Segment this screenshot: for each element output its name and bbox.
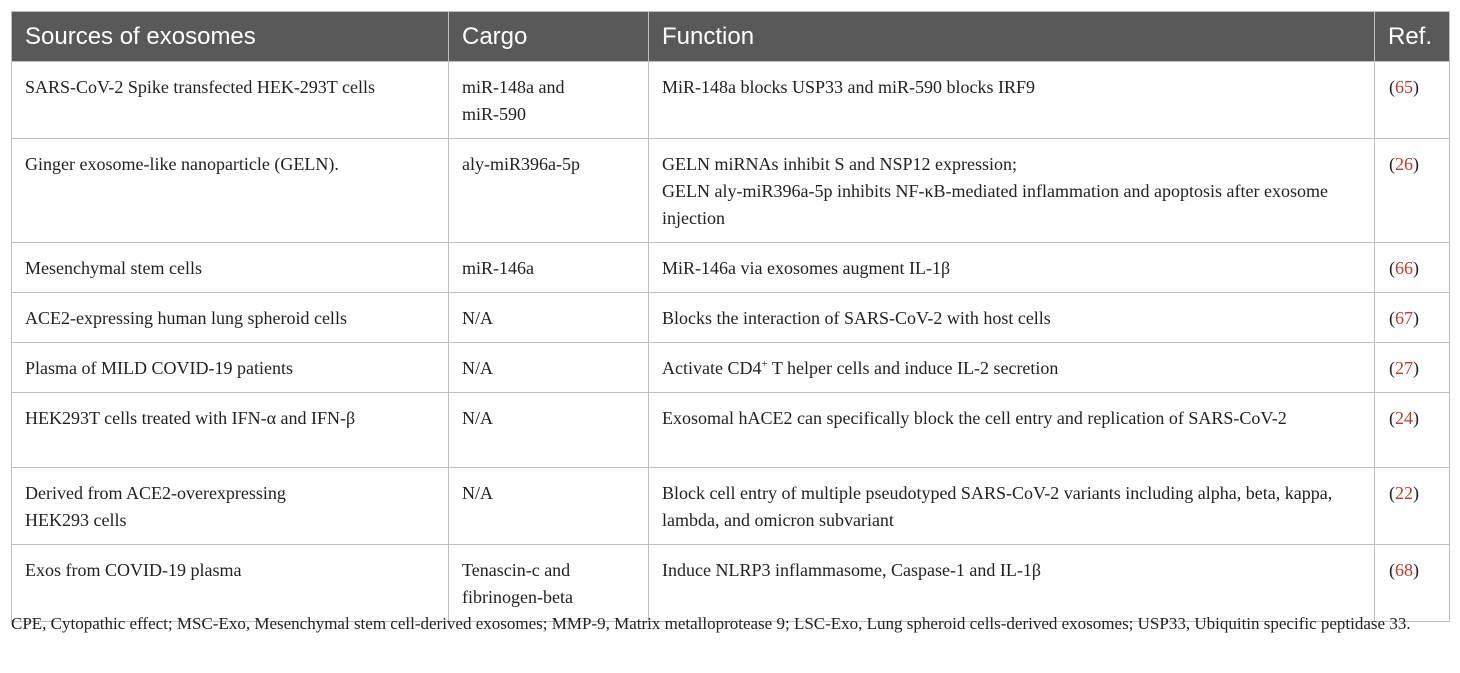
cell-ref: (65) [1375, 62, 1450, 139]
cell-cargo: miR-146a [449, 243, 649, 293]
table-header [12, 12, 1450, 62]
cell-cargo [449, 545, 649, 622]
cell-ref: (66) [1375, 243, 1450, 293]
cell-cargo: N/A [449, 293, 649, 343]
cell-ref: (22) [1375, 468, 1450, 545]
cargo-line: fibrinogen-beta [462, 587, 573, 607]
ref-link[interactable]: 24 [1395, 408, 1413, 428]
table-row [12, 243, 1450, 293]
header-ref: Ref. [1375, 12, 1450, 62]
cell-cargo: aly-miR396a-5p [449, 139, 649, 243]
cargo-line: miR-590 [462, 104, 527, 124]
cargo-line: Tenascin-c and [462, 560, 571, 580]
table-footnote: CPE, Cytopathic effect; MSC-Exo, Mesenchymal stem cell-derived exosomes; MMP-9, Matrix metalloprotease 9; LSC-Exo, Lung spheroid cells-derived exosomes; USP33, Ubiquitin specific peptidase 33. [11, 614, 1411, 633]
cell-ref: (26) [1375, 139, 1450, 243]
table-row [12, 293, 1450, 343]
cell-source: HEK293T cells treated with IFN-α and IFN-β [12, 393, 449, 468]
cell-ref: (24) [1375, 393, 1450, 468]
cell-function: Blocks the interaction of SARS-CoV-2 with host cells [649, 293, 1375, 343]
table-body [12, 62, 1450, 622]
exosome-table [11, 11, 1450, 622]
cell-function: MiR-146a via exosomes augment IL-1β [649, 243, 1375, 293]
function-line: GELN miRNAs inhibit S and NSP12 expression; [662, 154, 1018, 174]
cell-function [649, 343, 1375, 393]
cell-source: Mesenchymal stem cells [12, 243, 449, 293]
cell-function: MiR-148a blocks USP33 and miR-590 blocks IRF9 [649, 62, 1375, 139]
function-line: GELN aly-miR396a-5p inhibits NF-κB-mediated inflammation and apoptosis after exosome injection [662, 181, 1328, 228]
cell-source: ACE2-expressing human lung spheroid cells [12, 293, 449, 343]
source-line: Derived from ACE2-overexpressing [25, 483, 286, 503]
ref-link[interactable]: 68 [1395, 560, 1413, 580]
table-row [12, 468, 1450, 545]
cell-cargo [449, 62, 649, 139]
function-text: Activate CD4 [662, 358, 762, 378]
table-row [12, 545, 1450, 622]
cell-cargo: N/A [449, 343, 649, 393]
cell-function: Exosomal hACE2 can specifically block the cell entry and replication of SARS-CoV-2 [649, 393, 1375, 468]
table-row [12, 393, 1450, 468]
ref-link[interactable]: 67 [1395, 308, 1413, 328]
header-row [12, 12, 1450, 62]
source-line: HEK293 cells [25, 510, 127, 530]
cell-cargo: N/A [449, 468, 649, 545]
cell-ref: (27) [1375, 343, 1450, 393]
exosome-table-container [11, 11, 1449, 622]
cell-source: Ginger exosome-like nanoparticle (GELN). [12, 139, 449, 243]
superscript-plus: + [761, 358, 768, 370]
header-cargo: Cargo [449, 12, 649, 62]
ref-link[interactable]: 22 [1395, 483, 1413, 503]
cell-function: Induce NLRP3 inflammasome, Caspase-1 and IL-1β [649, 545, 1375, 622]
ref-link[interactable]: 26 [1395, 154, 1413, 174]
cell-ref: (67) [1375, 293, 1450, 343]
ref-link[interactable]: 66 [1395, 258, 1413, 278]
cell-source [12, 468, 449, 545]
cell-source: Plasma of MILD COVID-19 patients [12, 343, 449, 393]
header-sources: Sources of exosomes [12, 12, 449, 62]
cell-source: Exos from COVID-19 plasma [12, 545, 449, 622]
function-text: T helper cells and induce IL-2 secretion [767, 358, 1059, 378]
ref-link[interactable]: 27 [1395, 358, 1413, 378]
header-function: Function [649, 12, 1375, 62]
ref-link[interactable]: 65 [1395, 77, 1413, 97]
cell-function: Block cell entry of multiple pseudotyped SARS-CoV-2 variants including alpha, beta, kappa, lambda, and omicron subvariant [649, 468, 1375, 545]
cell-source: SARS-CoV-2 Spike transfected HEK-293T cells [12, 62, 449, 139]
cell-ref: (68) [1375, 545, 1450, 622]
cell-cargo: N/A [449, 393, 649, 468]
table-row [12, 62, 1450, 139]
table-row [12, 139, 1450, 243]
cell-function [649, 139, 1375, 243]
table-row [12, 343, 1450, 393]
cargo-line: miR-148a and [462, 77, 565, 97]
